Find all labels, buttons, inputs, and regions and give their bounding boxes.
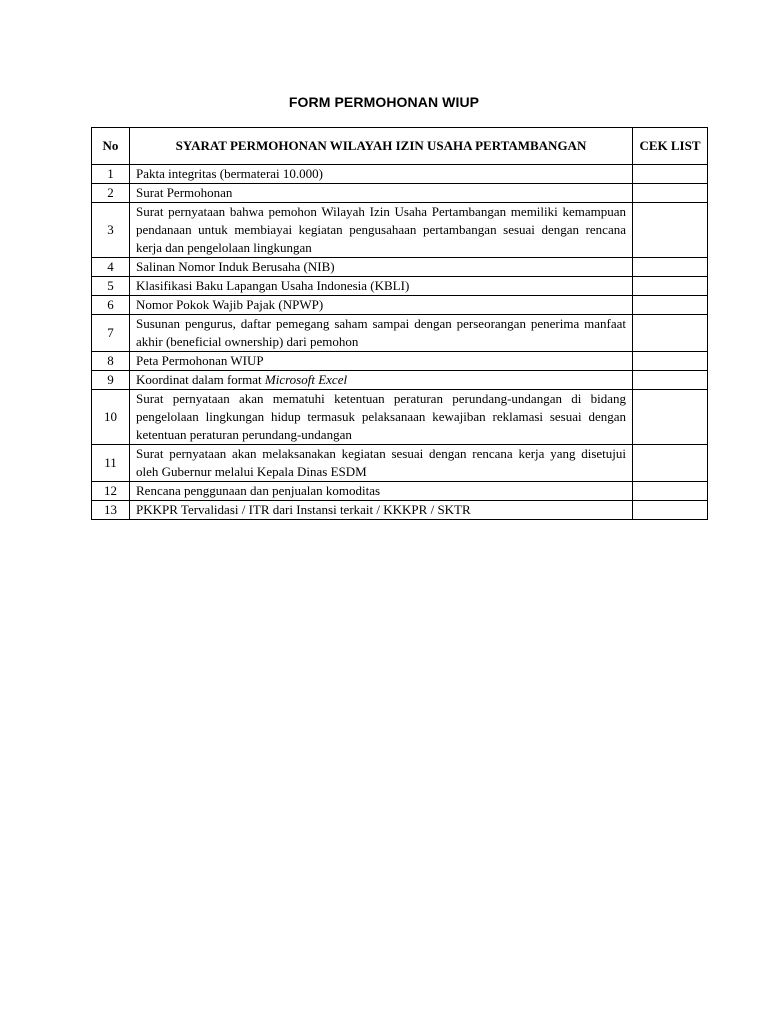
checklist-cell[interactable] (633, 482, 708, 501)
row-number: 11 (92, 445, 130, 482)
checklist-cell[interactable] (633, 371, 708, 390)
checklist-cell[interactable] (633, 296, 708, 315)
checklist-cell[interactable] (633, 203, 708, 258)
table-row (92, 390, 708, 445)
requirement-text-container (130, 371, 633, 390)
checklist-cell[interactable] (633, 352, 708, 371)
table-header-row (92, 128, 708, 165)
row-number: 6 (92, 296, 130, 315)
requirement-text: Koordinat dalam format (136, 372, 265, 387)
table-row (92, 315, 708, 352)
table-row (92, 482, 708, 501)
requirement-text: Susunan pengurus, daftar pemegang saham sampai dengan perseorangan penerima manfaat akhir (beneficial ownership) dari pemohon (130, 315, 633, 352)
header-no: No (92, 128, 130, 165)
row-number: 5 (92, 277, 130, 296)
checklist-cell[interactable] (633, 390, 708, 445)
requirement-text-italic: Microsoft Excel (264, 372, 348, 387)
table-row (92, 352, 708, 371)
table-row (92, 165, 708, 184)
row-number: 7 (92, 315, 130, 352)
requirement-text: PKKPR Tervalidasi / ITR dari Instansi terkait / KKKPR / SKTR (130, 501, 633, 520)
requirement-text: Surat pernyataan akan melaksanakan kegiatan sesuai dengan rencana kerja yang disetujui oleh Gubernur melalui Kepala Dinas ESDM (130, 445, 633, 482)
requirement-text: Klasifikasi Baku Lapangan Usaha Indonesia (KBLI) (130, 277, 633, 296)
table-row (92, 277, 708, 296)
header-requirement: SYARAT PERMOHONAN WILAYAH IZIN USAHA PERTAMBANGAN (130, 128, 633, 165)
checklist-cell[interactable] (633, 445, 708, 482)
checklist-cell[interactable] (633, 165, 708, 184)
table-row (92, 371, 708, 390)
requirement-text: Nomor Pokok Wajib Pajak (NPWP) (130, 296, 633, 315)
row-number: 8 (92, 352, 130, 371)
requirement-text: Salinan Nomor Induk Berusaha (NIB) (130, 258, 633, 277)
table-row (92, 445, 708, 482)
checklist-cell[interactable] (633, 184, 708, 203)
row-number: 10 (92, 390, 130, 445)
requirement-text: Surat pernyataan bahwa pemohon Wilayah Izin Usaha Pertambangan memiliki kemampuan pendanaan untuk membiayai kegiatan pengusahaan pertambangan sesuai dengan rencana kerja dan pengelolaan lingkungan (130, 203, 633, 258)
row-number: 3 (92, 203, 130, 258)
checklist-cell[interactable] (633, 501, 708, 520)
header-check: CEK LIST (633, 128, 708, 165)
row-number: 9 (92, 371, 130, 390)
row-number: 13 (92, 501, 130, 520)
table-row (92, 203, 708, 258)
checklist-cell[interactable] (633, 258, 708, 277)
checklist-cell[interactable] (633, 315, 708, 352)
requirement-text: Peta Permohonan WIUP (130, 352, 633, 371)
table-row (92, 501, 708, 520)
page-title: FORM PERMOHONAN WIUP (288, 94, 480, 110)
table-row (92, 296, 708, 315)
table-row (92, 258, 708, 277)
row-number: 1 (92, 165, 130, 184)
row-number: 12 (92, 482, 130, 501)
table-row (92, 184, 708, 203)
requirement-text: Surat Permohonan (130, 184, 633, 203)
requirement-text: Pakta integritas (bermaterai 10.000) (130, 165, 633, 184)
row-number: 4 (92, 258, 130, 277)
requirement-text: Surat pernyataan akan mematuhi ketentuan peraturan perundang-undangan di bidang pengelolaan lingkungan hidup termasuk pelaksanaan kewajiban reklamasi sesuai dengan ketentuan peraturan perundang-undangan (130, 390, 633, 445)
row-number: 2 (92, 184, 130, 203)
requirement-text: Rencana penggunaan dan penjualan komoditas (130, 482, 633, 501)
requirements-table (91, 127, 708, 520)
checklist-cell[interactable] (633, 277, 708, 296)
